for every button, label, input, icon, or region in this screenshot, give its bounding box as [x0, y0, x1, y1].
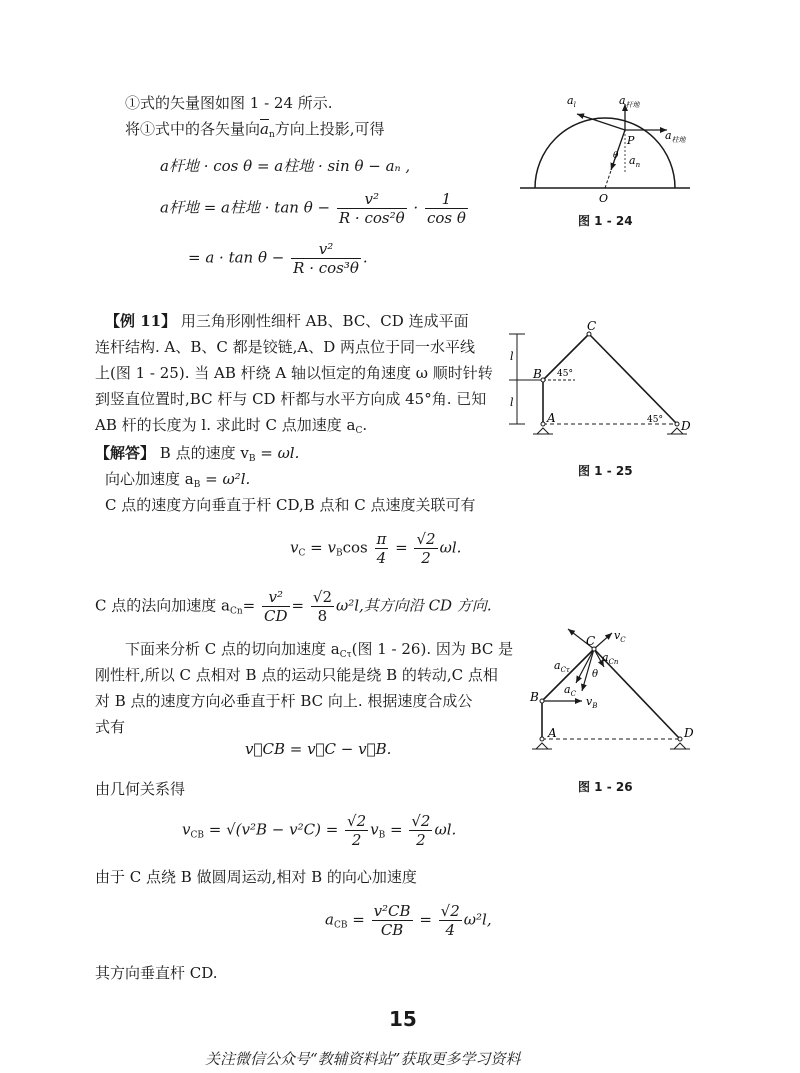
label-angle-D: 45°: [647, 415, 663, 425]
example-line-3: 上(图 1 - 25). 当 AB 杆绕 A 轴以恒定的角速度 ω 顺时针转: [95, 364, 493, 382]
para-line-2: 将①式中的各矢量向$\overline{a}_n$方向上投影,可得: [125, 120, 385, 140]
label-A: A: [547, 411, 556, 425]
label-theta: θ: [613, 151, 619, 161]
label-a-gan: $a_{杆地}$: [619, 94, 640, 109]
figure-1-26: [520, 625, 710, 770]
label-D: D: [681, 419, 691, 433]
caption-fig-1-25: 图 1 - 25: [578, 464, 633, 478]
label-A: A: [548, 726, 557, 740]
label-a-Cn: $a_{Cn}$: [602, 651, 619, 666]
figure-1-24: [515, 92, 695, 207]
answer-tag: 【解答】: [95, 444, 156, 462]
centripetal-line: 由于 C 点绕 B 做圆周运动,相对 B 的向心加速度: [95, 868, 417, 886]
label-a-C-tau: $a_{C\tau}$: [554, 659, 570, 674]
label-O: O: [599, 192, 609, 205]
equation-6: $v_{CB} = √(v^2B - v^2C)$ = $\frac{√2}{2}$ $v_B$ = $\frac{√2}{2}$ ωl.: [182, 812, 457, 849]
label-a-zhu: $a_{柱地}$: [665, 129, 686, 144]
para2-line-1: 下面来分析 C 点的切向加速度 $a_{C\tau}$(图 1 - 26). 因为 BC 是: [125, 640, 514, 660]
label-theta: θ: [592, 669, 599, 680]
footer-note: 关注微信公众号“教辅资料站”获取更多学习资料: [205, 1050, 521, 1068]
example-line-4: 到竖直位置时,BC 杆与 CD 杆都与水平方向成 45°角. 已知: [95, 390, 487, 408]
equation-2: a杆地 = a柱地 · tan θ − $\frac{\text{v²}}{\text{R · cos²θ}}$ · $\frac{1}{\text{cos θ}}$: [160, 190, 466, 227]
label-D: D: [684, 726, 694, 740]
para2-line-4: 式有: [95, 718, 126, 736]
equation-1: a杆地 · cos θ = a柱地 · sin θ − aₙ ,: [160, 157, 411, 175]
label-a-C: $a_C$: [564, 683, 576, 698]
label-a-n: $a_n$: [629, 154, 641, 169]
semicircle: [535, 118, 675, 188]
arrow-a-l: [577, 114, 625, 130]
label-C: C: [586, 634, 596, 648]
normal-acceleration-line: C 点的法向加速度 $a_{Cn}=$ $\frac{\text{v²}}{CD}$ = $\frac{√2}{8}$ ω²l,其方向沿 CD 方向.: [95, 588, 492, 625]
arrow-vC: [594, 633, 612, 649]
equation-4: $v_C = v_B\cos$ $\frac{\pi}{4}$ = $\frac{√2}{2}$ ωl.: [290, 530, 462, 567]
label-l-lower: l: [510, 396, 514, 409]
equation-7: $a_{CB}$ = $\frac{\text{v²CB}}{CB}$ = $\frac{√2}{4}$ ω²l,: [325, 902, 492, 939]
rod-CD: [589, 334, 677, 424]
example-tag: 【例 11】: [105, 312, 177, 330]
answer-line-2: 向心加速度 $a_B = \omega^2l$.: [105, 470, 251, 490]
label-a-l: $a_l$: [567, 94, 576, 109]
label-P: P: [627, 134, 635, 147]
label-vC: $v_C$: [614, 629, 626, 644]
equation-5: v⃗CB = v⃗C − v⃗B.: [245, 740, 392, 758]
label-vB: $v_B$: [586, 695, 598, 710]
geometry-line: 由几何关系得: [95, 780, 186, 798]
arrow-a-n: [611, 130, 625, 170]
final-line: 其方向垂直杆 CD.: [95, 964, 218, 982]
equation-3: = a · tan θ − $\frac{\text{v²}}{\text{R · cos³θ}}$ .: [188, 240, 368, 277]
answer-line-1: 【解答】 B 点的速度 $v_B = \omega l$.: [95, 444, 300, 464]
caption-fig-1-24: 图 1 - 24: [578, 214, 633, 228]
figure-1-25: [505, 318, 705, 443]
answer-line-3: C 点的速度方向垂直于杆 CD,B 点和 C 点速度关联可有: [105, 496, 476, 514]
caption-fig-1-26: 图 1 - 26: [578, 780, 633, 794]
example-line-1: 【例 11】 用三角形刚性细杆 AB、BC、CD 连成平面: [105, 312, 469, 330]
para-line-1: ①式的矢量图如图 1 - 24 所示.: [125, 94, 333, 112]
para2-line-3: 对 B 点的速度方向必垂直于杆 BC 向上. 根据速度合成公: [95, 692, 473, 710]
label-angle-B: 45°: [557, 369, 573, 379]
label-l-upper: l: [510, 350, 514, 363]
label-B: B: [533, 367, 542, 381]
example-line-2: 连杆结构. A、B、C 都是铰链,A、D 两点位于同一水平线: [95, 338, 476, 356]
label-C: C: [587, 319, 597, 333]
para2-line-2: 刚性杆,所以 C 点相对 B 点的运动只能是绕 B 的转动,C 点相: [95, 666, 498, 684]
page-number: 15: [389, 1007, 417, 1031]
example-line-5: AB 杆的长度为 l. 求此时 C 点加速度 $a_C$.: [95, 416, 368, 436]
label-B: B: [530, 690, 539, 704]
